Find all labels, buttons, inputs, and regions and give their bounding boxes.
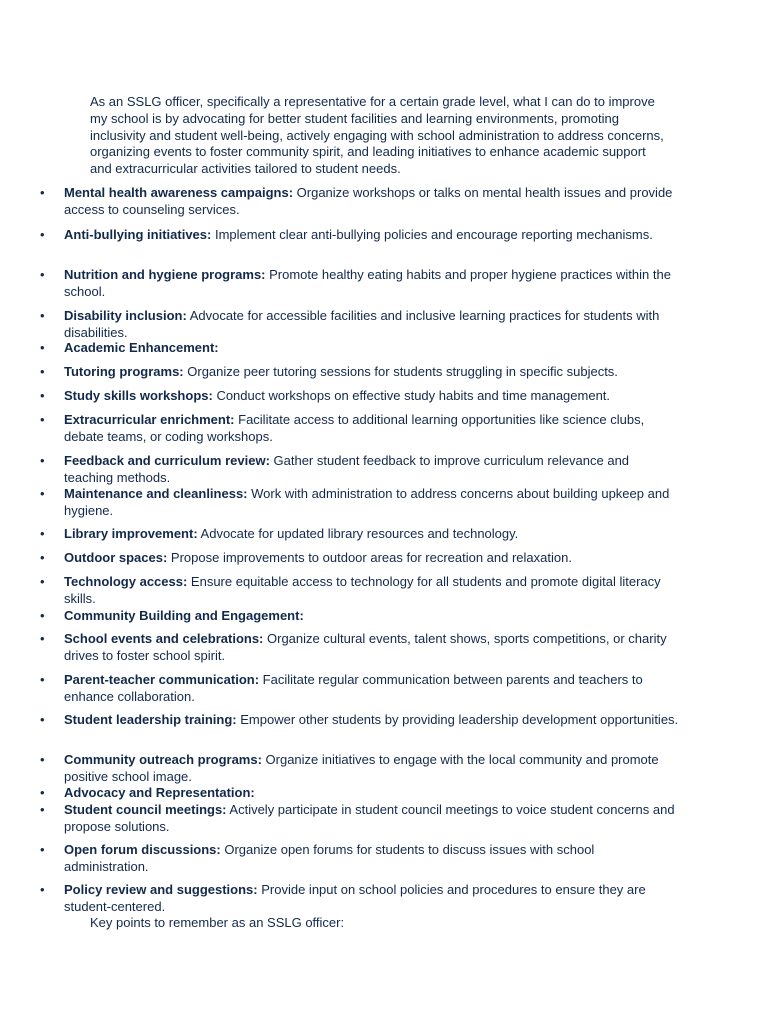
- list-item-text: Implement clear anti-bullying policies and encourage reporting mechanisms.: [211, 227, 653, 242]
- bullet-marker: •: [40, 526, 45, 541]
- list-item-content: [64, 608, 679, 625]
- list-item-content: [64, 550, 679, 567]
- list-item-content: [64, 574, 679, 607]
- list-item-title: Community outreach programs:: [64, 752, 262, 767]
- list-item-content: [64, 453, 679, 486]
- list-item-text: Provide input on school policies and procedures to ensure they are student-centered.: [64, 882, 646, 914]
- list-item-text: Work with administration to address concerns about building upkeep and hygiene.: [64, 486, 670, 518]
- list-item-text: Conduct workshops on effective study habits and time management.: [212, 388, 611, 403]
- bullet-marker: •: [40, 712, 45, 727]
- list-item-content: [64, 526, 679, 543]
- list-item-title: Community Building and Engagement:: [64, 608, 304, 623]
- list-item-title: Academic Enhancement:: [64, 340, 219, 355]
- list-item-content: [64, 267, 679, 300]
- bullet-marker: •: [40, 453, 45, 468]
- list-item-title: Extracurricular enrichment:: [64, 412, 235, 427]
- list-item-text: Facilitate access to additional learning opportunities like science clubs, debate teams, or coding workshops.: [64, 412, 645, 444]
- list-item-text: Organize cultural events, talent shows, sports competitions, or charity drives to foster school spirit.: [64, 631, 667, 663]
- list-item-content: [64, 388, 679, 405]
- list-item-text: Advocate for updated library resources and technology.: [197, 526, 519, 541]
- list-item-text: Advocate for accessible facilities and inclusive learning practices for students with disabilities.: [64, 308, 660, 340]
- bullet-marker: •: [40, 672, 45, 687]
- bullet-marker: •: [40, 364, 45, 379]
- list-item-text: Gather student feedback to improve curriculum relevance and teaching methods.: [64, 453, 630, 485]
- list-item-content: [64, 882, 679, 915]
- bullet-marker: •: [40, 785, 45, 800]
- list-item-content: [64, 486, 679, 519]
- list-item-title: Technology access:: [64, 574, 188, 589]
- intro-paragraph: As an SSLG officer, specifically a representative for a certain grade level, what I can do to improve my school is by advocating for better student facilities and learning environments, promoting inclusivity and student well-being, actively engaging with school administration to address concerns, organizing events to foster community spirit, and leading initiatives to enhance academic support and extracurricular activities tailored to student needs.: [90, 94, 664, 177]
- bullet-marker: •: [40, 752, 45, 767]
- list-item-title: School events and celebrations:: [64, 631, 264, 646]
- list-item-title: Library improvement:: [64, 526, 198, 541]
- bullet-marker: •: [40, 340, 45, 355]
- list-item-content: [64, 227, 679, 244]
- list-item-content: [64, 672, 679, 705]
- list-item-title: Nutrition and hygiene programs:: [64, 267, 266, 282]
- list-item-content: [64, 842, 679, 875]
- bullet-marker: •: [40, 574, 45, 589]
- bullet-marker: •: [40, 882, 45, 897]
- list-item-text: Organize peer tutoring sessions for students struggling in specific subjects.: [183, 364, 618, 379]
- list-item-title: Disability inclusion:: [64, 308, 187, 323]
- list-item-text: Facilitate regular communication between parents and teachers to enhance collaboration.: [64, 672, 643, 704]
- bullet-marker: •: [40, 608, 45, 623]
- list-item-title: Anti-bullying initiatives:: [64, 227, 212, 242]
- list-item-title: Student leadership training:: [64, 712, 237, 727]
- closing-line: Key points to remember as an SSLG officer:: [90, 915, 345, 930]
- list-item-title: Study skills workshops:: [64, 388, 213, 403]
- list-item-text: Actively participate in student council meetings to voice student concerns and propose solutions.: [64, 802, 675, 834]
- list-item-text: Promote healthy eating habits and proper hygiene practices within the school.: [64, 267, 671, 299]
- list-item-text: Organize initiatives to engage with the local community and promote positive school image.: [64, 752, 659, 784]
- list-item-title: Outdoor spaces:: [64, 550, 168, 565]
- list-item-title: Feedback and curriculum review:: [64, 453, 270, 468]
- bullet-marker: •: [40, 412, 45, 427]
- bullet-marker: •: [40, 388, 45, 403]
- bullet-marker: •: [40, 550, 45, 565]
- list-item-content: [64, 631, 679, 664]
- list-item-title: Parent-teacher communication:: [64, 672, 260, 687]
- bullet-marker: •: [40, 308, 45, 323]
- list-item-text: Organize open forums for students to discuss issues with school administration.: [64, 842, 595, 874]
- list-item-text: Propose improvements to outdoor areas for recreation and relaxation.: [167, 550, 572, 565]
- bullet-marker: •: [40, 486, 45, 501]
- bullet-marker: •: [40, 227, 45, 242]
- bullet-marker: •: [40, 802, 45, 817]
- list-item-content: [64, 412, 679, 445]
- bullet-marker: •: [40, 842, 45, 857]
- list-item-text: Empower other students by providing leadership development opportunities.: [236, 712, 679, 727]
- list-item-content: [64, 712, 679, 729]
- list-item-text: Ensure equitable access to technology for all students and promote digital literacy skills.: [64, 574, 661, 606]
- list-item-content: [64, 340, 679, 357]
- list-item-content: [64, 752, 679, 785]
- bullet-marker: •: [40, 185, 45, 200]
- list-item-content: [64, 785, 679, 802]
- list-item-content: [64, 308, 679, 341]
- list-item-text: Organize workshops or talks on mental health issues and provide access to counseling services.: [64, 185, 673, 217]
- list-item-title: Mental health awareness campaigns:: [64, 185, 294, 200]
- list-item-content: [64, 364, 679, 381]
- list-item-title: Student council meetings:: [64, 802, 227, 817]
- list-item-title: Tutoring programs:: [64, 364, 184, 379]
- list-item-title: Maintenance and cleanliness:: [64, 486, 248, 501]
- list-item-content: [64, 802, 679, 835]
- list-item-title: Advocacy and Representation:: [64, 785, 255, 800]
- bullet-marker: •: [40, 267, 45, 282]
- list-item-title: Policy review and suggestions:: [64, 882, 258, 897]
- list-item-content: [64, 185, 679, 218]
- list-item-title: Open forum discussions:: [64, 842, 221, 857]
- bullet-marker: •: [40, 631, 45, 646]
